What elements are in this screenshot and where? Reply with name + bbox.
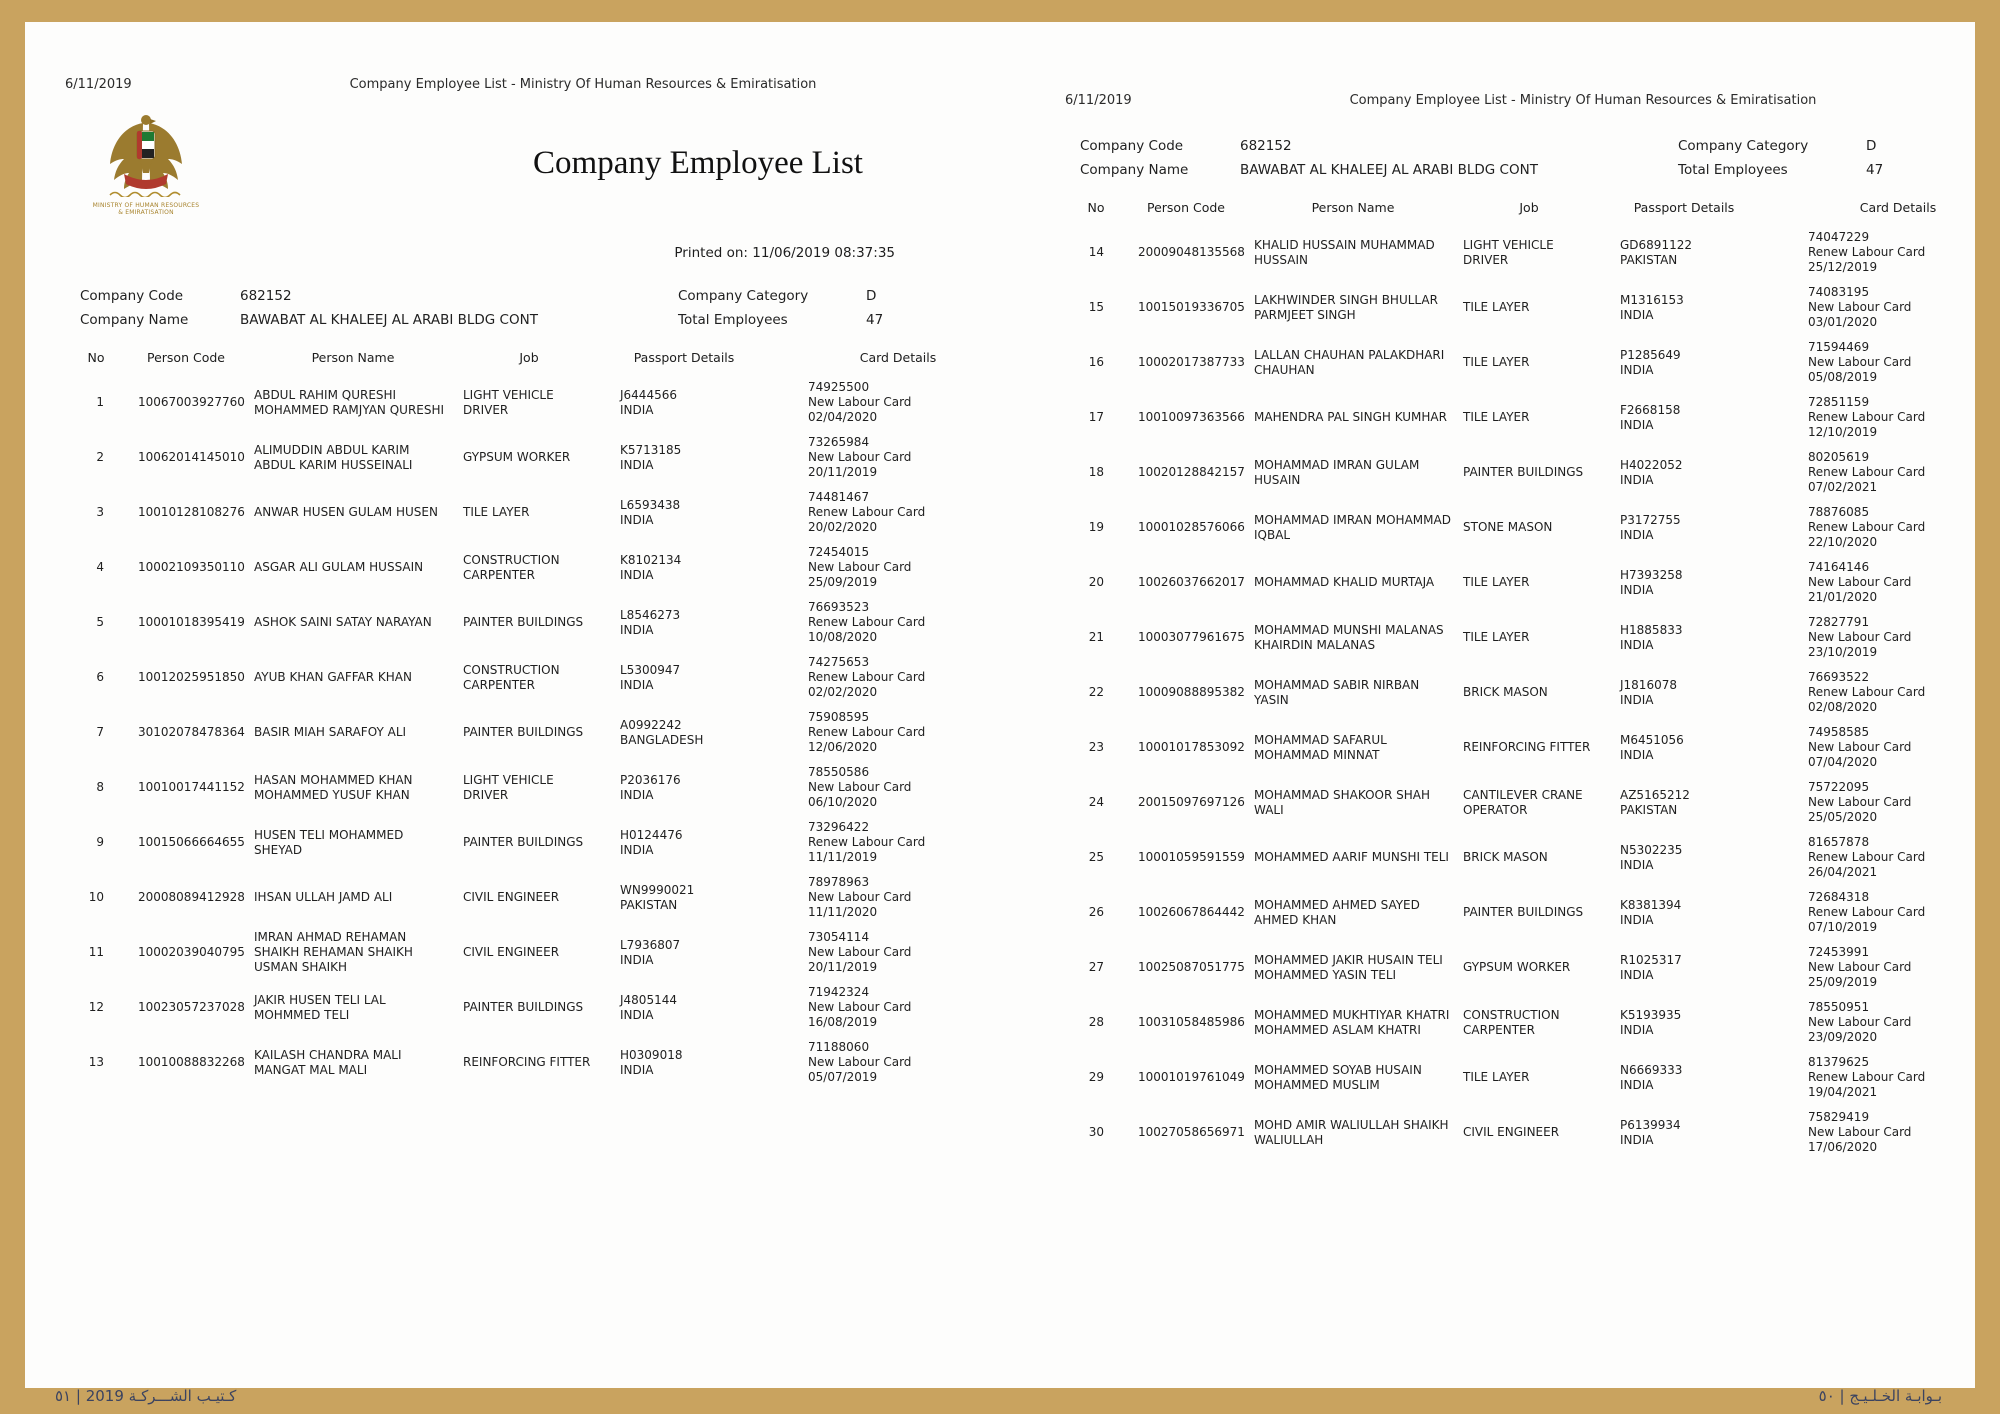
cell-card-details: 74925500 New Labour Card 02/04/2020 (808, 380, 912, 424)
cell-person-code: 20009048135568 (1138, 245, 1245, 259)
cell-passport-details: R1025317 INDIA (1620, 952, 1682, 982)
document-header: Company Employee List - Ministry Of Human Resources & Emiratisation (1349, 93, 1817, 108)
cell-person-code: 10009088895382 (1138, 685, 1245, 699)
page-left (63, 77, 943, 1177)
cell-job: PAINTER BUILDINGS (1463, 905, 1584, 919)
cell-person-code: 10025087051775 (1138, 960, 1245, 974)
cell-card-details: 78550951 New Labour Card 23/09/2020 (1808, 1000, 1912, 1044)
employee-row (78, 925, 988, 980)
cell-job: TILE LAYER (1463, 575, 1530, 589)
employee-row (1078, 720, 1988, 775)
cell-card-details: 81657878 Renew Labour Card 26/04/2021 (1808, 835, 1926, 879)
cell-card-details: 75722095 New Labour Card 25/05/2020 (1808, 780, 1912, 824)
cell-person-code: 10027058656971 (1138, 1125, 1245, 1139)
cell-job: PAINTER BUILDINGS (463, 1000, 584, 1014)
cell-person-name: ABDUL RAHIM QURESHI MOHAMMED RAMJYAN QURESHI (254, 387, 445, 417)
col-person-name: Person Name (1311, 200, 1395, 215)
company-name-value: BAWABAT AL KHALEEJ AL ARABI BLDG CONT (240, 312, 538, 328)
cell-passport-details: H1885833 INDIA (1620, 622, 1683, 652)
cell-job: LIGHT VEHICLE DRIVER (463, 772, 554, 802)
cell-passport-details: K5193935 INDIA (1620, 1007, 1682, 1037)
company-code-value: 682152 (240, 288, 292, 304)
cell-no: 30 (1088, 1125, 1104, 1139)
cell-no: 2 (96, 450, 104, 464)
company-code-value: 682152 (1240, 138, 1292, 154)
cell-passport-details: GD6891122 PAKISTAN (1620, 237, 1692, 267)
cell-passport-details: WN9990021 PAKISTAN (620, 882, 695, 912)
cell-job: CIVIL ENGINEER (463, 890, 560, 904)
employee-row (1078, 995, 1988, 1050)
employee-row (1078, 830, 1988, 885)
cell-no: 29 (1088, 1070, 1104, 1084)
company-code-label: Company Code (80, 288, 184, 304)
cell-passport-details: F2668158 INDIA (1620, 402, 1681, 432)
cell-person-name: MOHD AMIR WALIULLAH SHAIKH WALIULLAH (1254, 1117, 1449, 1147)
cell-person-code: 10010128108276 (138, 505, 245, 519)
cell-passport-details: P6139934 INDIA (1620, 1117, 1681, 1147)
cell-job: REINFORCING FITTER (1463, 740, 1591, 754)
cell-person-name: HUSEN TELI MOHAMMED SHEYAD (254, 827, 404, 857)
cell-job: BRICK MASON (1463, 850, 1548, 864)
cell-card-details: 71594469 New Labour Card 05/08/2019 (1808, 340, 1912, 384)
total-employees-label: Total Employees (678, 312, 788, 328)
cell-job: TILE LAYER (1463, 630, 1530, 644)
cell-no: 16 (1088, 355, 1104, 369)
cell-card-details: 73054114 New Labour Card 20/11/2019 (808, 930, 912, 974)
cell-card-details: 73296422 Renew Labour Card 11/11/2019 (808, 820, 926, 864)
cell-passport-details: J4805144 INDIA (620, 992, 677, 1022)
cell-passport-details: N5302235 INDIA (1620, 842, 1683, 872)
employee-row (78, 430, 988, 485)
cell-card-details: 72827791 New Labour Card 23/10/2019 (1808, 615, 1912, 659)
cell-person-name: MOHAMMED SOYAB HUSAIN MOHAMMED MUSLIM (1254, 1062, 1422, 1092)
cell-card-details: 78978963 New Labour Card 11/11/2020 (808, 875, 912, 919)
cell-person-name: ASHOK SAINI SATAY NARAYAN (254, 615, 432, 629)
ministry-logo (91, 111, 201, 216)
cell-card-details: 76693523 Renew Labour Card 10/08/2020 (808, 600, 926, 644)
cell-passport-details: J6444566 INDIA (620, 387, 677, 417)
cell-passport-details: P2036176 INDIA (620, 772, 681, 802)
cell-job: CIVIL ENGINEER (463, 945, 560, 959)
company-info (1063, 138, 1943, 186)
cell-job: CIVIL ENGINEER (1463, 1125, 1560, 1139)
cell-person-name: MOHAMMED AARIF MUNSHI TELI (1254, 850, 1449, 864)
page-date: 6/11/2019 (65, 77, 132, 92)
cell-passport-details: A0992242 BANGLADESH (620, 717, 704, 747)
cell-no: 13 (88, 1055, 104, 1069)
col-no: No (1087, 200, 1105, 215)
cell-passport-details: L6593438 INDIA (620, 497, 681, 527)
cell-job: TILE LAYER (1463, 355, 1530, 369)
employee-row (1078, 445, 1988, 500)
company-name-value: BAWABAT AL KHALEEJ AL ARABI BLDG CONT (1240, 162, 1538, 178)
cell-person-code: 20015097697126 (1138, 795, 1245, 809)
cell-card-details: 74164146 New Labour Card 21/01/2020 (1808, 560, 1912, 604)
cell-person-code: 10062014145010 (138, 450, 245, 464)
cell-no: 14 (1088, 245, 1104, 259)
cell-person-code: 10001017853092 (1138, 740, 1245, 754)
cell-person-code: 10067003927760 (138, 395, 245, 409)
cell-person-code: 10015019336705 (1138, 300, 1245, 314)
company-info (63, 288, 943, 336)
employee-row (78, 650, 988, 705)
cell-no: 23 (1088, 740, 1104, 754)
cell-card-details: 71942324 New Labour Card 16/08/2019 (808, 985, 912, 1029)
cell-person-code: 30102078478364 (138, 725, 245, 739)
cell-person-name: MOHAMMAD IMRAN MOHAMMAD IQBAL (1254, 512, 1451, 542)
col-no: No (87, 350, 105, 365)
cell-job: PAINTER BUILDINGS (463, 615, 584, 629)
col-job: Job (1519, 200, 1539, 215)
uae-emblem-icon (98, 111, 194, 197)
cell-passport-details: P3172755 INDIA (1620, 512, 1681, 542)
cell-person-code: 10012025951850 (138, 670, 245, 684)
cell-no: 20 (1088, 575, 1104, 589)
printed-on-text: Printed on: 11/06/2019 08:37:35 (674, 245, 895, 261)
cell-job: TILE LAYER (1463, 410, 1530, 424)
cell-job: LIGHT VEHICLE DRIVER (1463, 237, 1554, 267)
cell-person-code: 10002017387733 (1138, 355, 1245, 369)
cell-job: STONE MASON (1463, 520, 1553, 534)
cell-no: 24 (1088, 795, 1104, 809)
cell-card-details: 75908595 Renew Labour Card 12/06/2020 (808, 710, 926, 754)
cell-no: 15 (1088, 300, 1104, 314)
employee-row (78, 485, 988, 540)
cell-card-details: 75829419 New Labour Card 17/06/2020 (1808, 1110, 1912, 1154)
employee-row (78, 595, 988, 650)
footer-company-page: بـوابـة الخـلـيـج | ٥٠ (1818, 1387, 1942, 1405)
table-header-row (78, 350, 988, 375)
cell-no: 26 (1088, 905, 1104, 919)
cell-person-name: MOHAMMAD IMRAN GULAM HUSAIN (1254, 457, 1420, 487)
col-job: Job (519, 350, 539, 365)
cell-no: 11 (88, 945, 104, 959)
employee-row (78, 705, 988, 760)
cell-card-details: 74083195 New Labour Card 03/01/2020 (1808, 285, 1912, 329)
cell-card-details: 81379625 Renew Labour Card 19/04/2021 (1808, 1055, 1926, 1099)
cell-card-details: 72851159 Renew Labour Card 12/10/2019 (1808, 395, 1926, 439)
cell-person-code: 10020128842157 (1138, 465, 1245, 479)
company-category-label: Company Category (1678, 138, 1809, 154)
col-card-details: Card Details (1859, 200, 1937, 215)
cell-passport-details: H0309018 INDIA (620, 1047, 683, 1077)
cell-job: TILE LAYER (1463, 1070, 1530, 1084)
employee-row (78, 870, 988, 925)
cell-card-details: 72453991 New Labour Card 25/09/2019 (1808, 945, 1912, 989)
cell-job: CONSTRUCTION CARPENTER (1463, 1007, 1560, 1037)
document-spread (25, 22, 1975, 1388)
employee-row (1078, 225, 1988, 280)
cell-person-code: 10023057237028 (138, 1000, 245, 1014)
cell-job: CONSTRUCTION CARPENTER (463, 552, 560, 582)
cell-card-details: 71188060 New Labour Card 05/07/2019 (808, 1040, 912, 1084)
employee-row (1078, 1105, 1988, 1160)
cell-job: PAINTER BUILDINGS (463, 725, 584, 739)
cell-person-code: 10010017441152 (138, 780, 245, 794)
employee-row (1078, 885, 1988, 940)
employee-row (1078, 500, 1988, 555)
cell-card-details: 78550586 New Labour Card 06/10/2020 (808, 765, 912, 809)
company-category-label: Company Category (678, 288, 809, 304)
cell-passport-details: P1285649 INDIA (1620, 347, 1681, 377)
employee-row (78, 1035, 988, 1090)
cell-no: 17 (1088, 410, 1104, 424)
cell-no: 6 (96, 670, 104, 684)
footer-booklet-title: كـتيـب الشـــركـة 2019 | ٥١ (55, 1387, 237, 1405)
total-employees-value: 47 (866, 312, 884, 328)
page-right (1063, 93, 1943, 1273)
cell-person-code: 10002039040795 (138, 945, 245, 959)
cell-card-details: 76693522 Renew Labour Card 02/08/2020 (1808, 670, 1926, 714)
cell-person-name: ASGAR ALI GULAM HUSSAIN (254, 560, 424, 574)
company-category-value: D (866, 288, 877, 304)
cell-no: 28 (1088, 1015, 1104, 1029)
cell-no: 1 (96, 395, 104, 409)
cell-person-code: 10003077961675 (1138, 630, 1245, 644)
cell-person-code: 10002109350110 (138, 560, 245, 574)
cell-person-code: 10015066664655 (138, 835, 245, 849)
cell-job: LIGHT VEHICLE DRIVER (463, 387, 554, 417)
cell-job: CANTILEVER CRANE OPERATOR (1463, 787, 1583, 817)
employee-table (78, 350, 988, 1090)
cell-person-name: MAHENDRA PAL SINGH KUMHAR (1254, 410, 1447, 424)
col-card-details: Card Details (859, 350, 937, 365)
cell-person-code: 10026037662017 (1138, 575, 1245, 589)
cell-person-name: JAKIR HUSEN TELI LAL MOHMMED TELI (254, 992, 386, 1022)
cell-person-name: LAKHWINDER SINGH BHULLAR PARMJEET SINGH (1254, 292, 1438, 322)
cell-person-code: 10001059591559 (1138, 850, 1245, 864)
employee-table (1078, 200, 1988, 1160)
employee-row (1078, 610, 1988, 665)
cell-person-name: KAILASH CHANDRA MALI MANGAT MAL MALI (254, 1047, 402, 1077)
cell-person-name: MOHAMMED MUKHTIYAR KHATRI MOHAMMED ASLAM KHATRI (1254, 1007, 1450, 1037)
employee-row (1078, 665, 1988, 720)
cell-person-code: 10026067864442 (1138, 905, 1245, 919)
employee-row (1078, 390, 1988, 445)
cell-passport-details: M1316153 INDIA (1620, 292, 1684, 322)
cell-no: 12 (88, 1000, 104, 1014)
cell-person-code: 20008089412928 (138, 890, 245, 904)
cell-person-name: MOHAMMAD SAFARUL MOHAMMAD MINNAT (1254, 732, 1387, 762)
logo-org-line1: MINISTRY OF HUMAN RESOURCES (92, 202, 200, 209)
document-header: Company Employee List - Ministry Of Human Resources & Emiratisation (349, 77, 817, 92)
cell-passport-details: AZ5165212 PAKISTAN (1620, 787, 1690, 817)
col-passport-details: Passport Details (1633, 200, 1735, 215)
total-employees-label: Total Employees (1678, 162, 1788, 178)
page-title: Company Employee List (533, 145, 863, 181)
cell-passport-details: K8102134 INDIA (620, 552, 682, 582)
company-category-value: D (1866, 138, 1877, 154)
cell-card-details: 78876085 Renew Labour Card 22/10/2020 (1808, 505, 1926, 549)
employee-row (78, 540, 988, 595)
cell-no: 3 (96, 505, 104, 519)
cell-person-name: LALLAN CHAUHAN PALAKDHARI CHAUHAN (1254, 347, 1445, 377)
employee-row (1078, 335, 1988, 390)
cell-passport-details: H0124476 INDIA (620, 827, 683, 857)
cell-passport-details: L5300947 INDIA (620, 662, 681, 692)
cell-passport-details: N6669333 INDIA (1620, 1062, 1683, 1092)
cell-no: 25 (1088, 850, 1104, 864)
cell-passport-details: K8381394 INDIA (1620, 897, 1682, 927)
cell-job: REINFORCING FITTER (463, 1055, 591, 1069)
cell-no: 10 (88, 890, 104, 904)
employee-row (78, 375, 988, 430)
cell-job: PAINTER BUILDINGS (1463, 465, 1584, 479)
cell-job: CONSTRUCTION CARPENTER (463, 662, 560, 692)
cell-no: 9 (96, 835, 104, 849)
cell-no: 22 (1088, 685, 1104, 699)
employee-row (1078, 280, 1988, 335)
cell-card-details: 74958585 New Labour Card 07/04/2020 (1808, 725, 1912, 769)
employee-row (1078, 940, 1988, 995)
cell-passport-details: L7936807 INDIA (620, 937, 681, 967)
cell-person-name: BASIR MIAH SARAFOY ALI (254, 725, 407, 739)
cell-passport-details: L8546273 INDIA (620, 607, 681, 637)
col-person-name: Person Name (311, 350, 395, 365)
cell-passport-details: M6451056 INDIA (1620, 732, 1684, 762)
cell-card-details: 72684318 Renew Labour Card 07/10/2019 (1808, 890, 1926, 934)
cell-job: GYPSUM WORKER (463, 450, 571, 464)
cell-card-details: 73265984 New Labour Card 20/11/2019 (808, 435, 912, 479)
cell-no: 7 (96, 725, 104, 739)
employee-row (1078, 555, 1988, 610)
cell-person-code: 10010088832268 (138, 1055, 245, 1069)
col-passport-details: Passport Details (633, 350, 735, 365)
col-person-code: Person Code (147, 350, 225, 365)
total-employees-value: 47 (1866, 162, 1884, 178)
cell-person-name: AYUB KHAN GAFFAR KHAN (254, 670, 412, 684)
cell-card-details: 74047229 Renew Labour Card 25/12/2019 (1808, 230, 1926, 274)
company-name-label: Company Name (1080, 162, 1189, 178)
cell-person-name: IMRAN AHMAD REHAMAN SHAIKH REHAMAN SHAIKH USMAN SHAIKH (254, 930, 413, 974)
cell-person-name: ALIMUDDIN ABDUL KARIM ABDUL KARIM HUSSEINALI (254, 442, 413, 472)
cell-no: 18 (1088, 465, 1104, 479)
cell-person-name: KHALID HUSSAIN MUHAMMAD HUSSAIN (1254, 237, 1435, 267)
cell-card-details: 80205619 Renew Labour Card 07/02/2021 (1808, 450, 1926, 494)
cell-no: 21 (1088, 630, 1104, 644)
cell-person-name: MOHAMMAD KHALID MURTAJA (1254, 575, 1435, 589)
cell-person-name: HASAN MOHAMMED KHAN MOHAMMED YUSUF KHAN (254, 772, 413, 802)
page-date: 6/11/2019 (1065, 93, 1132, 108)
cell-passport-details: K5713185 INDIA (620, 442, 682, 472)
cell-person-name: MOHAMMAD SHAKOOR SHAH WALI (1254, 787, 1430, 817)
cell-no: 5 (96, 615, 104, 629)
employee-row (78, 815, 988, 870)
cell-person-code: 10001028576066 (1138, 520, 1245, 534)
employee-row (1078, 775, 1988, 830)
cell-passport-details: J1816078 INDIA (1620, 677, 1677, 707)
cell-no: 4 (96, 560, 104, 574)
employee-row (78, 980, 988, 1035)
cell-job: TILE LAYER (463, 505, 530, 519)
cell-person-name: MOHAMMAD SABIR NIRBAN YASIN (1254, 677, 1420, 707)
cell-passport-details: H7393258 INDIA (1620, 567, 1683, 597)
cell-job: BRICK MASON (1463, 685, 1548, 699)
cell-job: TILE LAYER (1463, 300, 1530, 314)
cell-person-name: ANWAR HUSEN GULAM HUSEN (254, 505, 438, 519)
cell-no: 8 (96, 780, 104, 794)
cell-person-code: 10010097363566 (1138, 410, 1245, 424)
col-person-code: Person Code (1147, 200, 1225, 215)
cell-job: PAINTER BUILDINGS (463, 835, 584, 849)
cell-no: 27 (1088, 960, 1104, 974)
cell-person-name: IHSAN ULLAH JAMD ALI (254, 890, 393, 904)
cell-person-name: MOHAMMED JAKIR HUSAIN TELI MOHAMMED YASIN TELI (1254, 952, 1443, 982)
cell-person-name: MOHAMMAD MUNSHI MALANAS KHAIRDIN MALANAS (1254, 622, 1444, 652)
employee-row (78, 760, 988, 815)
cell-card-details: 74481467 Renew Labour Card 20/02/2020 (808, 490, 926, 534)
cell-person-code: 10001019761049 (1138, 1070, 1245, 1084)
cell-person-code: 10031058485986 (1138, 1015, 1245, 1029)
cell-passport-details: H4022052 INDIA (1620, 457, 1683, 487)
cell-card-details: 72454015 New Labour Card 25/09/2019 (808, 545, 912, 589)
company-code-label: Company Code (1080, 138, 1184, 154)
cell-card-details: 74275653 Renew Labour Card 02/02/2020 (808, 655, 926, 699)
employee-row (1078, 1050, 1988, 1105)
cell-person-name: MOHAMMED AHMED SAYED AHMED KHAN (1254, 897, 1420, 927)
logo-org-line2: & EMIRATISATION (118, 209, 174, 216)
table-header-row (1078, 200, 1988, 225)
cell-no: 19 (1088, 520, 1104, 534)
company-name-label: Company Name (80, 312, 189, 328)
cell-job: GYPSUM WORKER (1463, 960, 1571, 974)
cell-person-code: 10001018395419 (138, 615, 245, 629)
